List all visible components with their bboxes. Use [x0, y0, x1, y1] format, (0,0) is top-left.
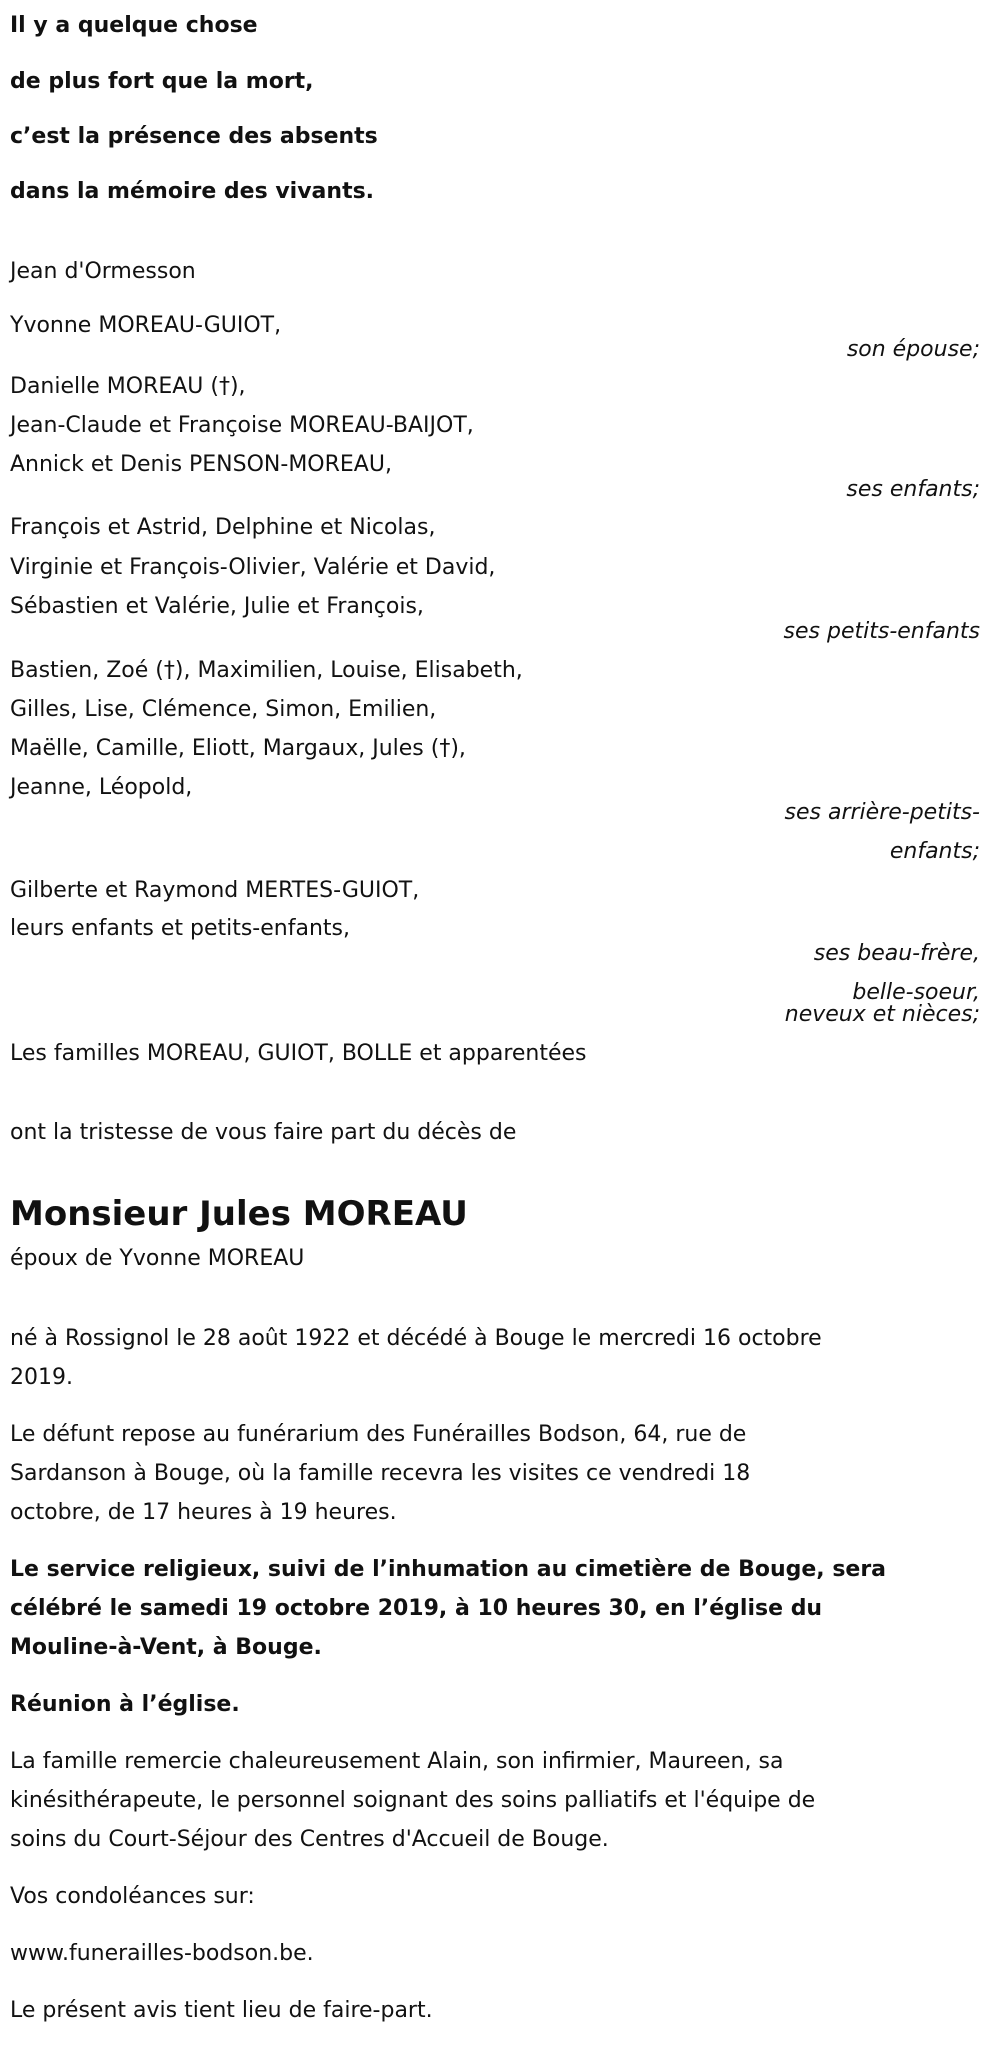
birth-death: 2019. — [10, 1365, 73, 1390]
children-relation: ses enfants; — [846, 477, 980, 502]
birth-death: né à Rossignol le 28 août 1922 et décédé à Bouge le mercredi 16 octobre — [10, 1326, 822, 1351]
meeting-text: Réunion à l’église. — [10, 1692, 240, 1717]
quote-line: c’est la présence des absents — [10, 124, 378, 149]
condolences-label: Vos condoléances sur: — [10, 1884, 255, 1909]
in-laws-relation: belle-soeur, — [852, 980, 980, 1005]
grandchildren-line: Sébastien et Valérie, Julie et François, — [10, 594, 424, 619]
grandchildren-line: Virginie et François-Olivier, Valérie et David, — [10, 555, 496, 580]
spouse-name: Yvonne MOREAU-GUIOT, — [10, 313, 282, 338]
families: Les familles MOREAU, GUIOT, BOLLE et apparentées — [10, 1041, 587, 1066]
service-text: célébré le samedi 19 octobre 2019, à 10 heures 30, en l’église du — [10, 1596, 823, 1621]
deceased-name: Monsieur Jules MOREAU — [10, 1194, 468, 1234]
repose-text: Le défunt repose au funérarium des Funérailles Bodson, 64, rue de — [10, 1422, 747, 1447]
notice-text: Le présent avis tient lieu de faire-part. — [10, 1998, 433, 2023]
great-grandchildren-relation: enfants; — [889, 839, 980, 864]
grandchildren-relation: ses petits-enfants — [783, 619, 980, 644]
announcement: ont la tristesse de vous faire part du décès de — [10, 1120, 517, 1145]
quote-line: de plus fort que la mort, — [10, 69, 314, 94]
thanks-text: La famille remercie chaleureusement Alain, son infirmier, Maureen, sa — [10, 1749, 784, 1774]
child-name: Annick et Denis PENSON-MOREAU, — [10, 452, 392, 477]
child-name: Danielle MOREAU (†), — [10, 374, 246, 399]
repose-text: octobre, de 17 heures à 19 heures. — [10, 1500, 397, 1525]
quote-author: Jean d'Ormesson — [10, 259, 196, 284]
spouse-relation: son épouse; — [846, 337, 980, 362]
in-laws-relation: neveux et nièces; — [784, 1002, 980, 1027]
great-grandchildren-line: Jeanne, Léopold, — [10, 775, 193, 800]
great-grandchildren-relation: ses arrière-petits- — [784, 800, 980, 825]
deceased-subtitle: époux de Yvonne MOREAU — [10, 1246, 305, 1271]
thanks-text: soins du Court-Séjour des Centres d'Accueil de Bouge. — [10, 1827, 609, 1852]
great-grandchildren-line: Gilles, Lise, Clémence, Simon, Emilien, — [10, 697, 437, 722]
quote-line: dans la mémoire des vivants. — [10, 179, 375, 204]
in-laws-relation: ses beau-frère, — [813, 941, 980, 966]
website-link[interactable]: www.funerailles-bodson.be. — [10, 1941, 314, 1966]
grandchildren-line: François et Astrid, Delphine et Nicolas, — [10, 515, 436, 540]
repose-text: Sardanson à Bouge, où la famille recevra les visites ce vendredi 18 — [10, 1461, 751, 1486]
great-grandchildren-line: Maëlle, Camille, Eliott, Margaux, Jules (†), — [10, 736, 466, 761]
thanks-text: kinésithérapeute, le personnel soignant des soins palliatifs et l'équipe de — [10, 1788, 816, 1813]
in-laws-line: leurs enfants et petits-enfants, — [10, 916, 350, 941]
child-name: Jean-Claude et Françoise MOREAU-BAIJOT, — [10, 413, 474, 438]
service-text: Le service religieux, suivi de l’inhumation au cimetière de Bouge, sera — [10, 1557, 887, 1582]
quote-line: Il y a quelque chose — [10, 13, 258, 38]
service-text: Mouline-à-Vent, à Bouge. — [10, 1635, 322, 1660]
great-grandchildren-line: Bastien, Zoé (†), Maximilien, Louise, Elisabeth, — [10, 658, 523, 683]
in-laws-line: Gilberte et Raymond MERTES-GUIOT, — [10, 878, 420, 903]
